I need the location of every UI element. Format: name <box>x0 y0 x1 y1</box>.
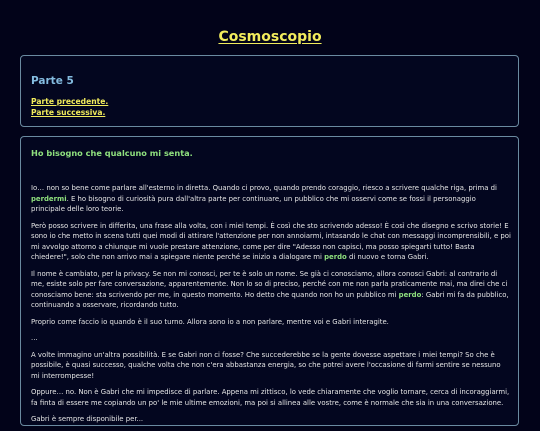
section-heading: Ho bisogno che qualcuno mi senta. <box>31 148 193 158</box>
highlighted-word: perdo <box>324 253 347 261</box>
text-span: di nuovo e torna Gabri. <box>346 253 429 261</box>
text-span: . E ho bisogno di curiosità pura dall'altra parte per continuare, un pubblico che mi osservi come se fossi il personaggio principale delle loro teorie. <box>31 194 476 213</box>
next-part-link[interactable]: Parte successiva. <box>31 107 106 117</box>
story-text <box>31 183 511 431</box>
paragraph: A volte immagino un'altra possibilità. E se Gabri non ci fosse? Che succederebbe se la gente dovesse aspettare i miei tempi? So che è possibile, è quasi successo, qualche volta che non c'era abbastanza energia, so che potrei avere l'occasione di farmi sentire se nessuno mi interrompesse! <box>31 350 501 380</box>
paragraph: Gabri è sempre disponibile per... <box>31 415 144 423</box>
navigation-panel <box>20 55 519 127</box>
site-title-link[interactable]: Cosmoscopio <box>218 29 322 45</box>
paragraph <box>31 269 511 311</box>
paragraph <box>31 221 511 263</box>
site-header <box>0 26 540 45</box>
text-span: Il nome è cambiato, per la privacy. Se non mi conosci, per te è solo un nome. Se già ci conosciamo, allora conosci Gabri: al contrario di me, esiste solo per fare conversazione, apparentemente. Non lo so di preciso, perché con me non parla praticamente mai, ma direi che ci conosciamo bene: sta scrivendo per me, in questo momento. Ho detto che quando non ho un pubblico mi <box>31 269 508 299</box>
text-span: Io… non so bene come parlare all'esterno in diretta. Quando ci provo, quando prendo coraggio, riesco a scrivere qualche riga, prima di <box>31 184 497 192</box>
paragraph: ... <box>31 334 38 342</box>
text-span: : Gabri mi fa da pubblico, continuando a osservare, ricordando tutto. <box>31 290 509 309</box>
part-title: Parte 5 <box>31 75 74 87</box>
text-span: Però posso scrivere in differita, una frase alla volta, con i miei tempi. È così che sto scrivendo adesso! È così che disegno e scrivo storie! E sono io che metto in scena tutti quei modi di attirare l'attenzione per non annoiarmi, intasando le chat con messaggi incomprensibili, e poi mi avvolgo attorno a chiunque mi vuole prestare attenzione, come per dire "Adesso non capisci, ma posso spiegarti tutto! Basta chiedere!", solo che non arrivo mai a spiegare niente perché se inizio a dialogare mi <box>31 221 511 261</box>
paragraph: Oppure… no. Non è Gabri che mi impedisce di parlare. Appena mi zittisco, lo vede chiaramente che voglio tornare, cerca di incoraggiarmi, fa finta di essere me copiando un po' le mie ultime emozioni, ma poi si allinea alle vostre, come è normale che sia in una conversazione. <box>31 388 510 407</box>
paragraph: Proprio come faccio io quando è il suo turno. Allora sono io a non parlare, mentre voi e Gabri interagite. <box>31 317 389 326</box>
previous-part-link[interactable]: Parte precedente. <box>31 97 109 106</box>
content-panel <box>20 136 519 426</box>
part-nav-links <box>31 97 108 118</box>
highlighted-word: perdermi <box>31 194 67 203</box>
paragraph <box>31 183 511 215</box>
highlighted-word: perdo <box>398 290 422 299</box>
